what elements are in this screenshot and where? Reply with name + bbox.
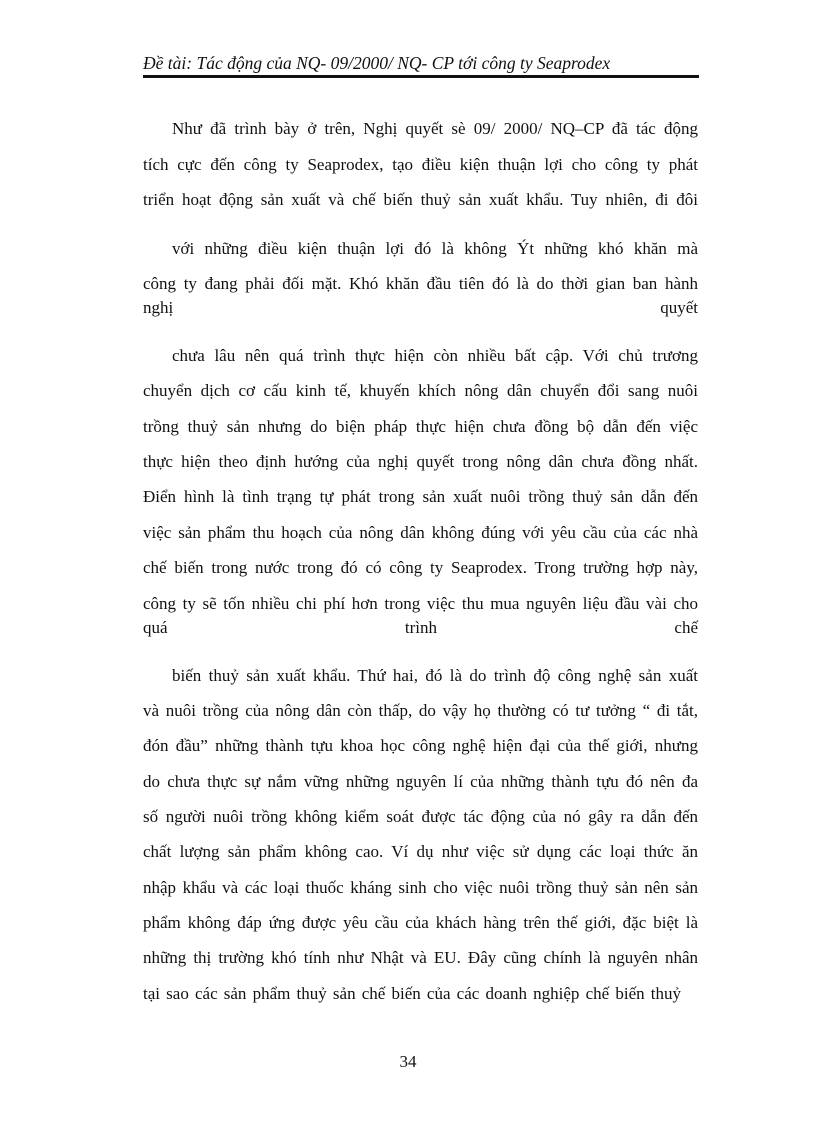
text-line: triển hoạt động sản xuất và chế biến thuỷ sản xuất khẩu. Tuy nhiên, đi đôi xyxy=(143,190,698,209)
text-line: và nuôi trồng của nông dân còn thấp, do vậy họ thường có tư tưởng “ đi tắt, xyxy=(143,701,698,720)
text-line: với những điều kiện thuận lợi đó là không Ýt những khó khăn mà xyxy=(172,239,698,258)
page-number: 34 xyxy=(399,1052,417,1071)
text-line: chưa lâu nên quá trình thực hiện còn nhiều bất cập. Với chủ trương xyxy=(172,346,698,365)
text-line: Như đã trình bày ở trên, Nghị quyết sè 09/ 2000/ NQ–CP đã tác động xyxy=(172,119,698,138)
text-line: đón đầu” những thành tựu khoa học công nghệ hiện đại của thế giới, nhưng xyxy=(143,736,698,755)
text-line: công ty sẽ tốn nhiều chi phí hơn trong việc thu mua nguyên liệu đầu vài cho xyxy=(143,594,698,613)
text-line: công ty đang phải đối mặt. Khó khăn đầu tiên đó là do thời gian ban hành xyxy=(143,274,698,293)
text-line: Điển hình là tình trạng tự phát trong sản xuất nuôi trồng thuỷ sản dẫn đến xyxy=(143,487,698,506)
text-line: nhập khẩu và các loại thuốc kháng sinh cho việc nuôi trồng thuỷ sản nên sản xyxy=(143,878,698,897)
text-line: trồng thuỷ sản nhưng do biện pháp thực hiện chưa đồng bộ dẫn đến việc xyxy=(143,417,698,436)
text-line: tích cực đến công ty Seaprodex, tạo điều kiện thuận lợi cho công ty phát xyxy=(143,155,698,174)
text-line: chế biến trong nước trong đó có công ty Seaprodex. Trong trường hợp này, xyxy=(143,558,698,577)
text-line: thực hiện theo định hướng của nghị quyết trong nông dân chưa đồng nhất. xyxy=(143,452,698,471)
text-line: việc sản phẩm thu hoạch của nông dân không đúng với yêu cầu của các nhà xyxy=(143,523,698,542)
text-line: chất lượng sản phẩm không cao. Ví dụ như việc sử dụng các loại thức ăn xyxy=(143,842,698,861)
text-line: do chưa thực sự nắm vững những nguyên lí của những thành tựu đó nên đa xyxy=(143,772,698,791)
text-line: nghị quyết xyxy=(143,298,698,317)
text-line: tại sao các sản phẩm thuỷ sản chế biến của các doanh nghiệp chế biến thuỷ xyxy=(143,984,681,1003)
text-line: số người nuôi trồng không kiểm soát được tác động của nó gây ra dẫn đến xyxy=(143,807,698,826)
text-line: những thị trường khó tính như Nhật và EU. Đây cũng chính là nguyên nhân xyxy=(143,948,698,967)
text-line: quá trình chế xyxy=(143,618,698,637)
text-line: phẩm không đáp ứng được yêu cầu của khách hàng trên thế giới, đặc biệt là xyxy=(143,913,698,932)
text-line: biến thuỷ sản xuất khẩu. Thứ hai, đó là do trình độ công nghệ sản xuất xyxy=(172,666,698,685)
running-header: Đề tài: Tác động của NQ- 09/2000/ NQ- CP tới công ty Seaprodex xyxy=(143,52,699,78)
text-line: chuyển dịch cơ cấu kinh tế, khuyến khích nông dân chuyển đổi sang nuôi xyxy=(143,381,698,400)
